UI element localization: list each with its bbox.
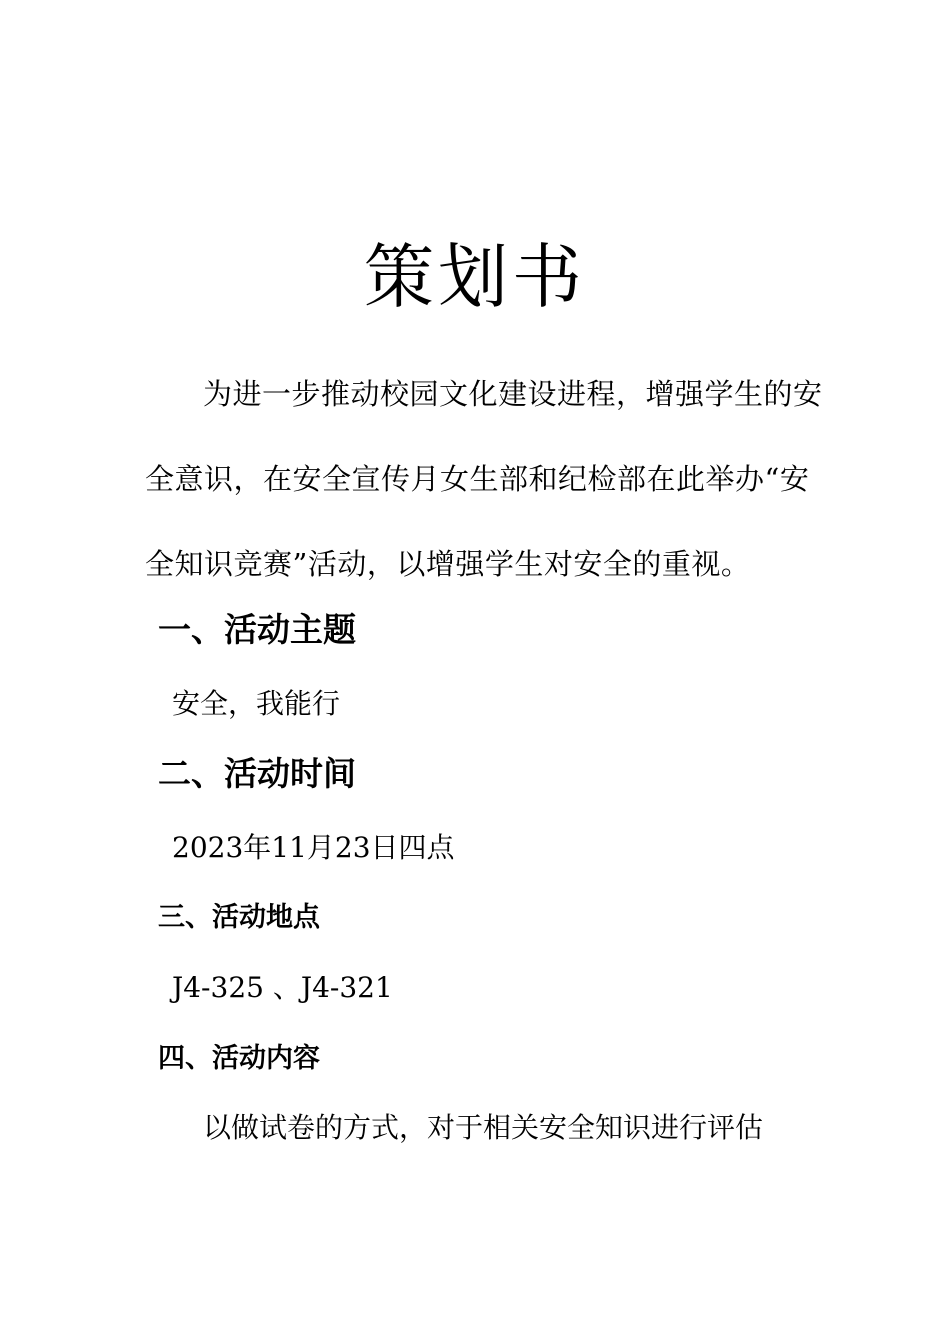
section-heading-time: 二、活动时间: [158, 754, 356, 793]
section-heading-theme: 一、活动主题: [158, 610, 356, 649]
section-content-theme: 安全，我能行: [172, 687, 341, 720]
section-content-time: 2023年11月23日四点: [172, 831, 455, 864]
intro-line-1: 为进一步推动校园文化建设进程，增强学生的安: [203, 377, 823, 411]
document-title: 策划书: [364, 235, 586, 318]
intro-line-2: 全意识，在安全宣传月女生部和纪检部在此举办“安: [145, 462, 810, 496]
section-heading-content: 四、活动内容: [158, 1043, 320, 1074]
section-heading-location: 三、活动地点: [158, 902, 320, 933]
intro-line-3: 全知识竞赛”活动，以增强学生对安全的重视。: [145, 547, 751, 581]
section-content-content: 以做试卷的方式，对于相关安全知识进行评估: [203, 1111, 764, 1144]
section-content-location: J4-325 、J4-321: [172, 971, 393, 1004]
intro-paragraph: [145, 352, 823, 607]
